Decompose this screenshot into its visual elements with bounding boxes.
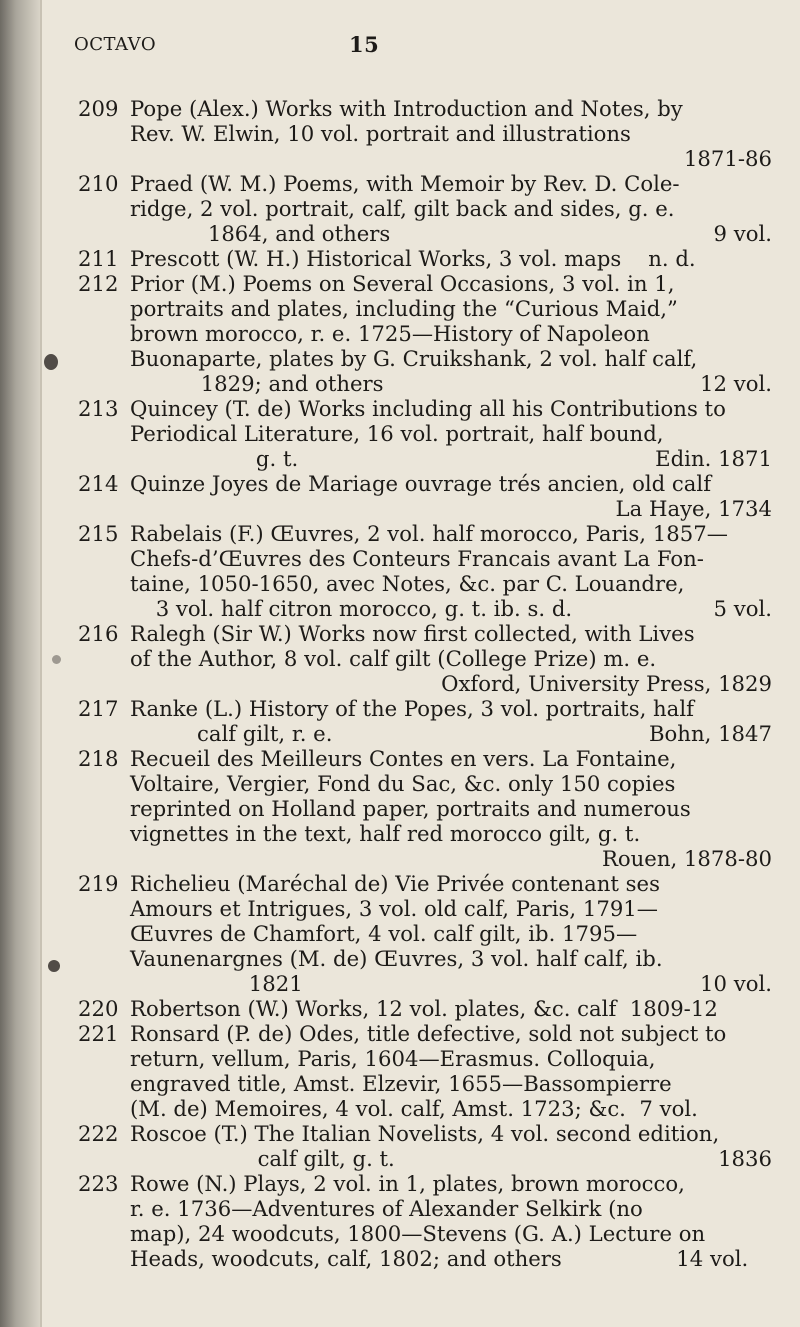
entry-imprint: Oxford, University Press, 1829	[441, 671, 772, 696]
lot-number: 210	[78, 171, 119, 196]
lot-number: 221	[78, 1021, 119, 1046]
catalogue-entry	[78, 696, 778, 746]
entry-line: Recueil des Meilleurs Contes en vers. La Fontaine,	[130, 746, 677, 771]
entry-imprint: g. t. Edin. 1871	[255, 446, 772, 471]
catalogue-entry	[78, 1171, 778, 1271]
lot-number: 216	[78, 621, 119, 646]
entry-line: r. e. 1736—Adventures of Alexander Selkirk (no	[130, 1196, 643, 1221]
catalogue-entry	[78, 746, 778, 871]
lot-number: 218	[78, 746, 119, 771]
lot-number: 219	[78, 871, 119, 896]
lot-number: 209	[78, 96, 119, 121]
catalogue-entries	[78, 96, 778, 1271]
catalogue-entry	[78, 871, 778, 996]
entry-line: Prescott (W. H.) Historical Works, 3 vol. maps n. d.	[130, 246, 696, 271]
lot-number: 220	[78, 996, 119, 1021]
entry-line: reprinted on Holland paper, portraits and numerous	[130, 796, 691, 821]
entry-line: Richelieu (Maréchal de) Vie Privée contenant ses	[130, 871, 660, 896]
catalogue-entry	[78, 396, 778, 471]
entry-line: taine, 1050-1650, avec Notes, &c. par C. Louandre,	[130, 571, 685, 596]
entry-line: Rowe (N.) Plays, 2 vol. in 1, plates, brown morocco,	[130, 1171, 685, 1196]
catalogue-entry	[78, 171, 778, 246]
entry-line: map), 24 woodcuts, 1800—Stevens (G. A.) Lecture on	[130, 1221, 706, 1246]
catalogue-entry	[78, 621, 778, 696]
entry-imprint: 1829; and others 12 vol.	[200, 371, 772, 396]
ink-stain	[44, 354, 58, 370]
entry-line: Voltaire, Vergier, Fond du Sac, &c. only 150 copies	[130, 771, 676, 796]
lot-number: 211	[78, 246, 119, 271]
entry-line: ridge, 2 vol. portrait, calf, gilt back and sides, g. e.	[130, 196, 675, 221]
lot-number: 212	[78, 271, 119, 296]
catalogue-entry	[78, 96, 778, 171]
catalogue-entry	[78, 521, 778, 621]
entry-imprint: 1821 10 vol.	[248, 971, 772, 996]
lot-number: 222	[78, 1121, 119, 1146]
catalogue-entry	[78, 246, 778, 271]
lot-number: 213	[78, 396, 119, 421]
catalogue-entry	[78, 271, 778, 396]
entry-imprint: La Haye, 1734	[615, 496, 772, 521]
entry-imprint: 3 vol. half citron morocco, g. t. ib. s. d. 5 vol.	[155, 596, 772, 621]
entry-line: return, vellum, Paris, 1604—Erasmus. Colloquia,	[130, 1046, 656, 1071]
binding-gutter	[0, 0, 40, 1327]
entry-line: Vaunenargnes (M. de) Œuvres, 3 vol. half calf, ib.	[130, 946, 663, 971]
entry-line: Quincey (T. de) Works including all his Contributions to	[130, 396, 726, 421]
entry-line: of the Author, 8 vol. calf gilt (College Prize) m. e.	[130, 646, 657, 671]
catalogue-entry	[78, 1021, 778, 1121]
page-number: 15	[349, 32, 380, 57]
entry-line: Prior (M.) Poems on Several Occasions, 3 vol. in 1,	[130, 271, 675, 296]
entry-line: vignettes in the text, half red morocco gilt, g. t.	[130, 821, 641, 846]
entry-line: brown morocco, r. e. 1725—History of Napoleon	[130, 321, 650, 346]
ink-stain	[52, 655, 61, 664]
entry-line: Periodical Literature, 16 vol. portrait, half bound,	[130, 421, 664, 446]
entry-line: (M. de) Memoires, 4 vol. calf, Amst. 1723; &c. 7 vol.	[130, 1096, 698, 1121]
entry-line: portraits and plates, including the “Curious Maid,”	[130, 296, 678, 321]
entry-imprint: Rouen, 1878-80	[601, 846, 772, 871]
entry-imprint: calf gilt, r. e. Bohn, 1847	[196, 721, 772, 746]
entry-line: Amours et Intrigues, 3 vol. old calf, Paris, 1791—	[130, 896, 658, 921]
entry-line: Buonaparte, plates by G. Cruikshank, 2 vol. half calf,	[130, 346, 698, 371]
entry-line: Praed (W. M.) Poems, with Memoir by Rev. D. Cole-	[130, 171, 680, 196]
lot-number: 223	[78, 1171, 119, 1196]
entry-line: Pope (Alex.) Works with Introduction and Notes, by	[130, 96, 683, 121]
page-edge	[40, 0, 42, 1327]
entry-line: Ralegh (Sir W.) Works now first collected, with Lives	[130, 621, 695, 646]
entry-line: Quinze Joyes de Mariage ouvrage trés ancien, old calf	[130, 471, 712, 496]
catalogue-entry	[78, 996, 778, 1021]
catalogue-entry	[78, 1121, 778, 1171]
running-head: OCTAVO	[74, 34, 157, 55]
entry-line: Ranke (L.) History of the Popes, 3 vol. portraits, half	[130, 696, 694, 721]
ink-stain	[48, 960, 60, 972]
entry-line: Chefs-d’Œuvres des Conteurs Francais avant La Fon-	[130, 546, 704, 571]
lot-number: 217	[78, 696, 119, 721]
entry-line: Robertson (W.) Works, 12 vol. plates, &c. calf 1809-12	[130, 996, 718, 1021]
entry-line: Roscoe (T.) The Italian Novelists, 4 vol. second edition,	[130, 1121, 720, 1146]
entry-line: Rabelais (F.) Œuvres, 2 vol. half morocco, Paris, 1857—	[130, 521, 728, 546]
entry-imprint: 1871-86	[683, 146, 772, 171]
catalogue-entry	[78, 471, 778, 521]
entry-imprint: 1864, and others 9 vol.	[207, 221, 772, 246]
entry-imprint: calf gilt, g. t. 1836	[257, 1146, 772, 1171]
lot-number: 214	[78, 471, 119, 496]
entry-line: engraved title, Amst. Elzevir, 1655—Bassompierre	[130, 1071, 672, 1096]
entry-line: Heads, woodcuts, calf, 1802; and others 14 vol.	[130, 1246, 749, 1271]
lot-number: 215	[78, 521, 119, 546]
entry-line: Œuvres de Chamfort, 4 vol. calf gilt, ib. 1795—	[130, 921, 638, 946]
entry-line: Rev. W. Elwin, 10 vol. portrait and illustrations	[130, 121, 631, 146]
entry-line: Ronsard (P. de) Odes, title defective, sold not subject to	[130, 1021, 727, 1046]
